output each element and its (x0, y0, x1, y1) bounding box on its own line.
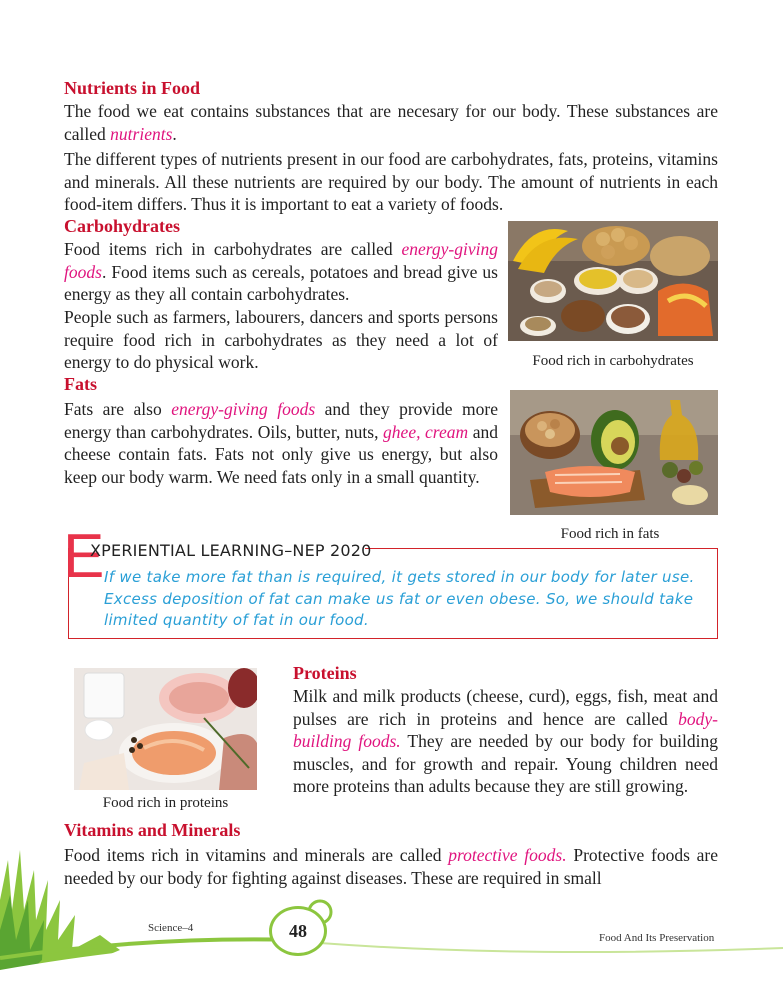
grass-decoration (0, 840, 783, 1000)
fats-food-image (510, 390, 718, 515)
proteins-term: body-building foods. (293, 708, 718, 751)
nutrients-text-a: The food we eat contains substances that are necesary for our body. These substances are called (64, 101, 718, 144)
experiential-learning-title: XPERIENTIAL LEARNING–NEP 2020 (90, 541, 372, 560)
section-heading-fats: Fats (64, 374, 97, 394)
vitamins-text-a: Food items rich in vitamins and minerals are called (64, 845, 449, 865)
proteins-text-a: Milk and milk products (cheese, curd), eggs, fish, meat and pulses are rich in proteins and hence are called (293, 686, 718, 729)
footer-book-title: Science–4 (148, 922, 194, 934)
section-heading-proteins: Proteins (293, 663, 357, 683)
nutrients-text-b: . (172, 123, 177, 144)
experiential-learning-top-border (365, 548, 717, 549)
carbohydrates-text-b: . Food items such as cereals, potatoes and bread give us energy as they all contain carbohydrates. (64, 261, 498, 304)
section-heading-carbohydrates: Carbohydrates (64, 216, 180, 236)
carbohydrates-paragraph-2: People such as farmers, labourers, dancers and sports persons require food rich in carbohydrates as they need a lot of energy to do physical work. (64, 307, 498, 372)
page-number: 48 (289, 920, 307, 941)
fats-term-1: energy-giving foods (171, 399, 316, 419)
nutrients-term: nutrients (110, 123, 173, 144)
experiential-learning-text: If we take more fat than is required, it gets stored in our body for later use. Excess deposition of fat can make us fat or even obese. So, we should take limited quantity of fat in our food. (104, 568, 695, 629)
experiential-learning-letter: E (63, 522, 105, 591)
fats-text-b: and they provide more energy than carbohydrates. Oils, butter, nuts, (64, 399, 498, 442)
nutrients-paragraph-1 (64, 100, 718, 145)
vitamins-text-b: Protective foods are needed by our body for fighting against diseases. These are required in small (64, 845, 719, 888)
carbohydrates-paragraph-1 (64, 238, 498, 306)
proteins-paragraph (293, 685, 718, 798)
fats-caption: Food rich in fats (560, 526, 660, 542)
carbohydrates-text-a: Food items rich in carbohydrates are called (64, 239, 402, 259)
proteins-text-b: They are needed by our body for building muscles, and for growth and repair. Young children need more proteins than adults because they are still growing. (293, 731, 719, 796)
carbohydrates-food-image (508, 221, 718, 341)
carbohydrates-caption: Food rich in carbohydrates (532, 353, 694, 369)
section-heading-vitamins: Vitamins and Minerals (64, 820, 241, 840)
fats-paragraph (64, 398, 498, 488)
nutrients-paragraph-2: The different types of nutrients present in our food are carbohydrates, fats, proteins, vitamins and minerals. All these nutrients are required by our body. The amount of nutrients in each food-item differs. Thus it is important to eat a variety of foods. (64, 149, 718, 214)
proteins-food-image (74, 668, 257, 790)
fats-text-a: Fats are also (64, 399, 172, 419)
fats-text-c: and cheese contain fats. Fats not only give us energy, but also keep our body warm. We need fats only in a small quantity. (64, 421, 498, 487)
vitamins-term: protective foods. (448, 845, 567, 865)
carbohydrates-term: energy-giving foods (64, 239, 498, 282)
footer-chapter-title: Food And Its Preservation (599, 932, 715, 944)
page-number-badge (269, 906, 327, 956)
proteins-caption: Food rich in proteins (102, 795, 229, 811)
fats-term-2: ghee, cream (383, 421, 469, 442)
section-heading-nutrients: Nutrients in Food (64, 78, 201, 98)
